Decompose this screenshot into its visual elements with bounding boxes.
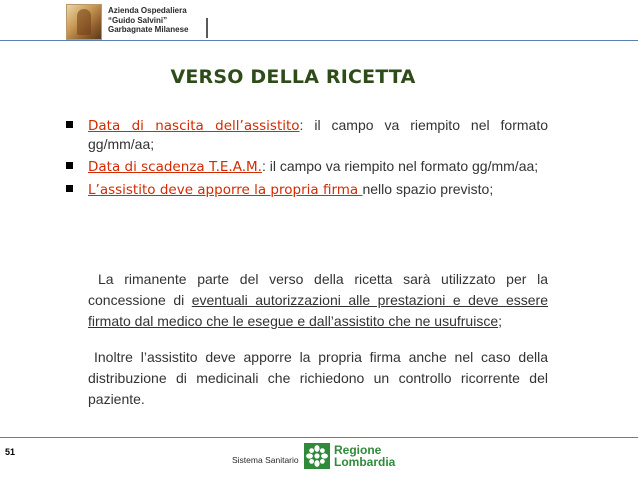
regione-lombardia-logo-icon (304, 443, 330, 469)
bullet-highlight: Data di nascita dell’assistito (88, 118, 300, 134)
square-bullet-icon (66, 162, 73, 169)
square-bullet-icon (66, 121, 73, 128)
paragraph-text: La rimanente parte del verso della ricetta sarà utilizzato per la concessione di (88, 271, 548, 308)
regione-label-line: Regione (334, 443, 382, 457)
bullet-text: : il campo va riempito nel formato gg/mm/aa; (88, 117, 548, 152)
footer-rule (0, 437, 638, 438)
hospital-name-line: Garbagnate Milanese (108, 25, 189, 34)
regione-lombardia-logo (226, 443, 416, 471)
hospital-logo (66, 4, 192, 40)
bullet-highlight: Data di scadenza T.E.A.M. (88, 159, 262, 175)
square-bullet-icon (66, 185, 73, 192)
paragraph-underlined-text: eventuali autorizzazioni alle prestazioni e deve essere firmato dal medico che le esegue e dall’assistito che ne usufruisce (88, 292, 548, 329)
bullet-highlight: L’assistito deve apporre la propria firma (88, 182, 363, 198)
paragraph-text: Inoltre l’assistito deve apporre la propria firma anche nel caso della distribuzione di medicinali che richiedono un controllo ricorrente del paziente. (88, 349, 548, 407)
paragraph-medicines (88, 347, 548, 410)
slide-title: VERSO DELLA RICETTA (170, 66, 416, 88)
header-divider (206, 18, 208, 38)
hospital-logo-icon (66, 4, 102, 40)
bullet-item (66, 180, 548, 199)
regione-lombardia-label (334, 444, 395, 468)
bullet-item (66, 116, 548, 153)
paragraph-authorizations (88, 269, 548, 332)
bullet-list (66, 116, 548, 203)
bullet-text: nello spazio previsto; (362, 181, 494, 197)
hospital-name-line: “Guido Salvini” (108, 15, 168, 25)
hospital-name-line: Azienda Ospedaliera (108, 6, 187, 15)
paragraph-text: ; (498, 313, 502, 329)
hospital-name (108, 6, 188, 35)
bullet-item (66, 157, 548, 176)
header-rule (0, 40, 638, 41)
bullet-text: : il campo va riempito nel formato gg/mm/aa; (261, 158, 539, 174)
regione-label-line: Lombardia (334, 455, 396, 469)
sistema-sanitario-label: Sistema Sanitario (232, 455, 299, 465)
page-number: 51 (5, 447, 16, 457)
